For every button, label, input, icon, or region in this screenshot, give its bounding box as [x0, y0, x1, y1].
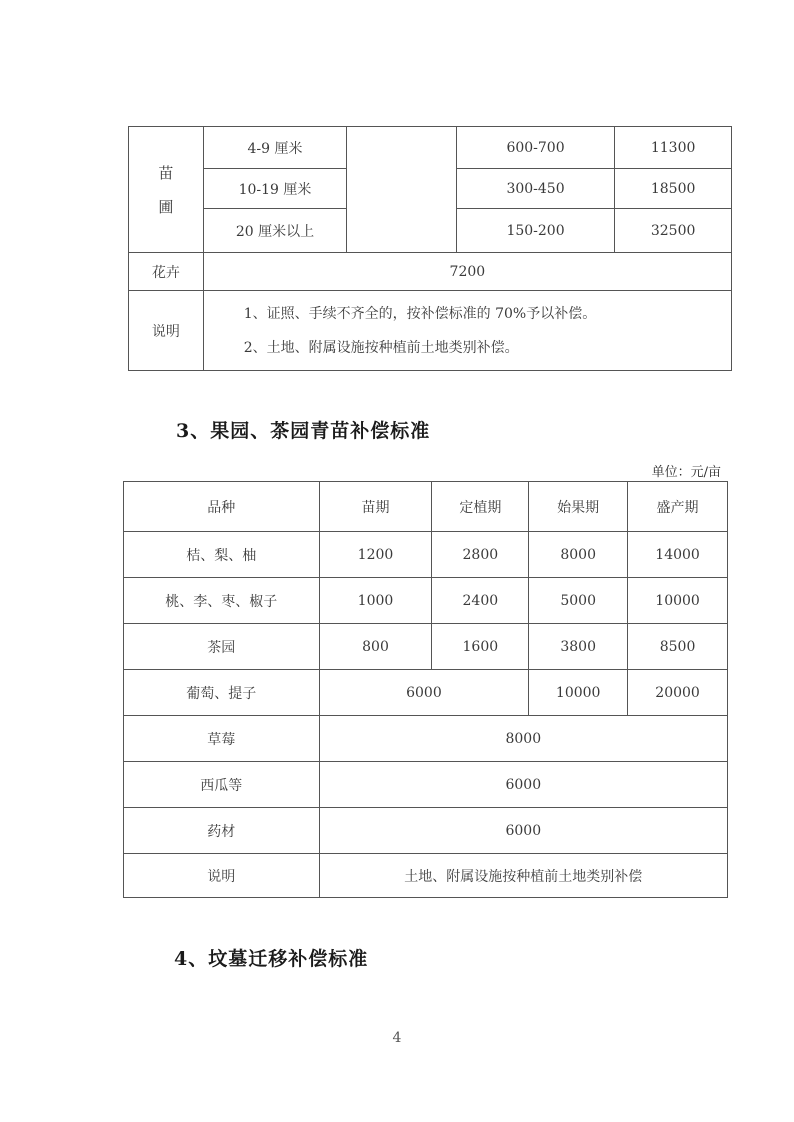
density-cell: 600-700 — [456, 127, 614, 169]
value-cell: 5000 — [529, 578, 628, 624]
value-cell: 1600 — [432, 624, 529, 670]
section-4-heading: 4、坟墓迁移补偿标准 — [174, 948, 369, 970]
value-cell: 1000 — [319, 578, 432, 624]
table-row — [129, 127, 732, 169]
table-row — [124, 854, 728, 898]
orchard-compensation-table — [123, 481, 728, 898]
table-row — [129, 291, 732, 371]
value-cell: 8000 — [319, 716, 727, 762]
table-row — [129, 253, 732, 291]
variety-cell: 草莓 — [124, 716, 320, 762]
table-row — [124, 578, 728, 624]
value-cell: 10000 — [529, 670, 628, 716]
note-cell: 土地、附属设施按种植前土地类别补偿 — [319, 854, 727, 898]
value-cell: 10000 — [628, 578, 728, 624]
variety-cell: 茶园 — [124, 624, 320, 670]
value-cell: 1200 — [319, 532, 432, 578]
value-cell: 800 — [319, 624, 432, 670]
table-row — [124, 762, 728, 808]
table-row — [124, 670, 728, 716]
empty-cell — [347, 127, 457, 253]
size-cell: 10-19 厘米 — [203, 169, 347, 209]
variety-cell: 葡萄、提子 — [124, 670, 320, 716]
variety-cell: 桃、李、枣、椒子 — [124, 578, 320, 624]
size-cell: 20 厘米以上 — [203, 209, 347, 253]
value-cell: 32500 — [615, 209, 732, 253]
table-header-row — [124, 482, 728, 532]
flowers-label: 花卉 — [129, 253, 204, 291]
table-row — [124, 624, 728, 670]
value-cell: 11300 — [615, 127, 732, 169]
note-line-2: 2、土地、附属设施按种植前土地类别补偿。 — [243, 339, 519, 356]
nursery-label-cell — [129, 127, 204, 253]
header-variety: 品种 — [124, 482, 320, 532]
value-cell: 2800 — [432, 532, 529, 578]
variety-cell: 药材 — [124, 808, 320, 854]
value-cell: 2400 — [432, 578, 529, 624]
note-label: 说明 — [124, 854, 320, 898]
note-line-1: 1、证照、手续不齐全的，按补偿标准的 70%予以补偿。 — [243, 305, 597, 322]
header-peak: 盛产期 — [628, 482, 728, 532]
page-number: 4 — [392, 1030, 402, 1046]
density-cell: 150-200 — [456, 209, 614, 253]
section-3-heading: 3、果园、茶园青苗补偿标准 — [176, 420, 431, 442]
size-cell: 4-9 厘米 — [203, 127, 347, 169]
nursery-label-line2: 圃 — [158, 197, 174, 216]
value-cell: 3800 — [529, 624, 628, 670]
table-row — [124, 716, 728, 762]
value-cell: 6000 — [319, 670, 529, 716]
nursery-label-line1: 苗 — [158, 163, 174, 182]
variety-cell: 桔、梨、柚 — [124, 532, 320, 578]
header-fruiting: 始果期 — [529, 482, 628, 532]
value-cell: 8000 — [529, 532, 628, 578]
table-row — [124, 808, 728, 854]
value-cell: 14000 — [628, 532, 728, 578]
note-cell — [203, 291, 731, 371]
value-cell: 18500 — [615, 169, 732, 209]
header-seedling: 苗期 — [319, 482, 432, 532]
flowers-value: 7200 — [203, 253, 731, 291]
note-label: 说明 — [129, 291, 204, 371]
nursery-compensation-table — [128, 126, 732, 371]
header-planting: 定植期 — [432, 482, 529, 532]
table-row — [124, 532, 728, 578]
value-cell: 20000 — [628, 670, 728, 716]
unit-label: 单位：元/亩 — [651, 465, 721, 480]
value-cell: 6000 — [319, 808, 727, 854]
density-cell: 300-450 — [456, 169, 614, 209]
variety-cell: 西瓜等 — [124, 762, 320, 808]
value-cell: 8500 — [628, 624, 728, 670]
value-cell: 6000 — [319, 762, 727, 808]
